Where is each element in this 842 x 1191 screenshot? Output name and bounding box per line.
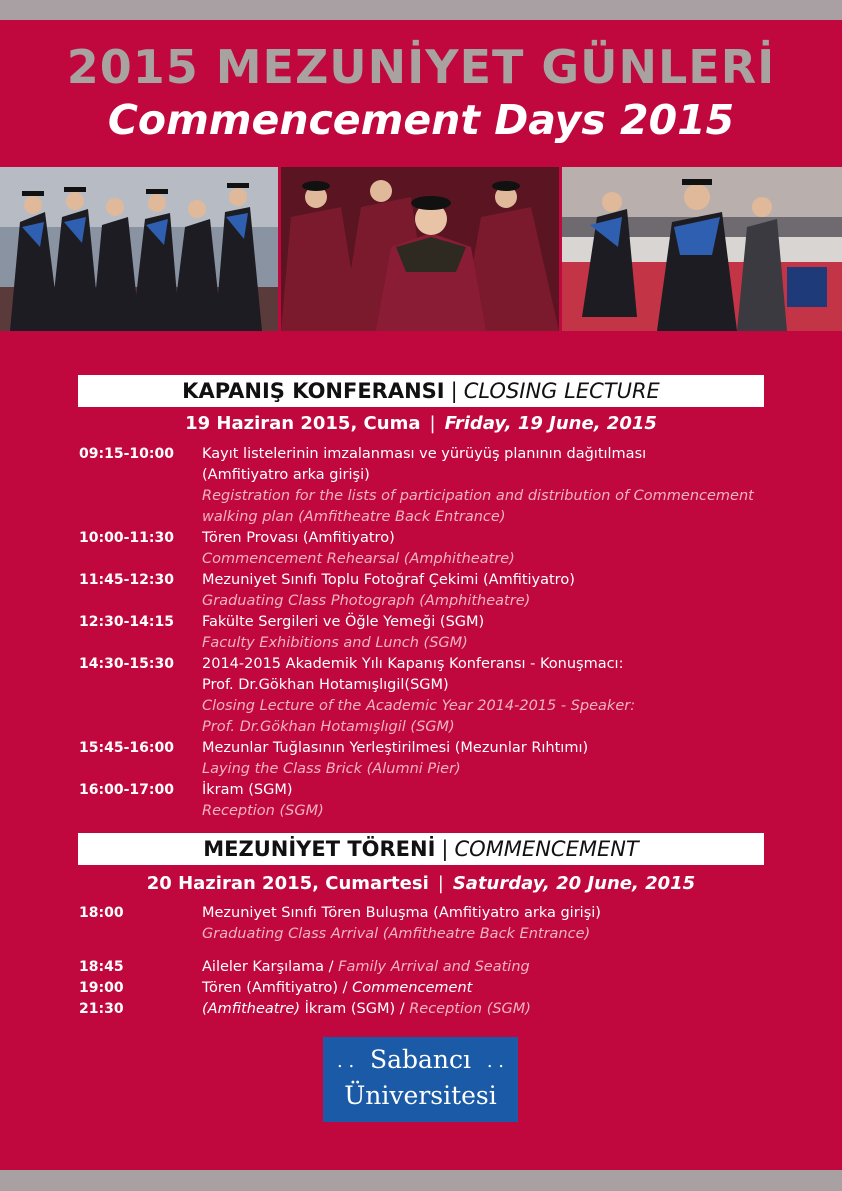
schedule-text-en: walking plan (Amfitheatre Back Entrance) [202, 509, 506, 525]
closing-schedule [79, 444, 779, 822]
closing-heading-separator: | [450, 379, 458, 403]
schedule-text-en: Family Arrival and Seating [338, 959, 530, 975]
commencement-heading [78, 833, 764, 865]
schedule-row [79, 444, 779, 528]
schedule-row [79, 978, 779, 999]
schedule-time: 15:45-16:00 [79, 740, 174, 756]
schedule-text-tr: Mezuniyet Sınıfı Toplu Fotoğraf Çekimi (Amfitiyatro) [202, 572, 575, 588]
commencement-schedule [79, 903, 779, 1020]
schedule-time: 16:00-17:00 [79, 782, 174, 798]
schedule-row [79, 903, 779, 945]
logo-line-2: Üniversitesi [344, 1081, 497, 1110]
closing-heading-en: CLOSING LECTURE [463, 379, 660, 403]
schedule-time: 12:30-14:15 [79, 614, 174, 630]
commencement-heading-en: COMMENCEMENT [454, 837, 639, 861]
schedule-text-en: Reception (SGM) [202, 803, 324, 819]
schedule-text-tr: 2014-2015 Akademik Yılı Kapanış Konferansı - Konuşmacı: [202, 656, 624, 672]
schedule-text-tr: Tören Provası (Amfitiyatro) [202, 530, 395, 546]
schedule-text-tr: Aileler Karşılama / [202, 959, 339, 975]
schedule-text-en: Registration for the lists of participation and distribution of Commencement [202, 488, 754, 504]
schedule-time: 18:00 [79, 905, 124, 921]
logo-line-1: Sabancı [369, 1045, 472, 1074]
schedule-text-tr: Mezunlar Tuğlasının Yerleştirilmesi (Mezunlar Rıhtımı) [202, 740, 589, 756]
schedule-text-en: Reception (SGM) [409, 1001, 531, 1017]
title-turkish: 2015 MEZUNİYET GÜNLERİ [66, 40, 776, 94]
schedule-text-tr: İkram (SGM) / [299, 1001, 410, 1017]
logo-dots-right: . . [486, 1051, 504, 1072]
schedule-row [79, 612, 779, 654]
schedule-text-en: Graduating Class Arrival (Amfitheatre Back Entrance) [202, 926, 591, 942]
schedule-row [79, 780, 779, 822]
schedule-time: 11:45-12:30 [79, 572, 174, 588]
schedule-row [79, 570, 779, 612]
schedule-text-tr: Tören (Amfitiyatro) / [202, 980, 353, 996]
ceremony-photo [562, 167, 842, 331]
photo-strip [0, 167, 842, 331]
schedule-text-en: Faculty Exhibitions and Lunch (SGM) [202, 635, 468, 651]
closing-date-tr: 19 Haziran 2015, Cuma [185, 413, 421, 434]
schedule-text-en: Graduating Class Photograph (Amphitheatre) [202, 593, 531, 609]
commencement-heading-tr: MEZUNİYET TÖRENİ [203, 837, 436, 861]
schedule-text-tr: (Amfitiyatro arka girişi) [202, 467, 370, 483]
schedule-text-en: Closing Lecture of the Academic Year 2014-2015 - Speaker: [202, 698, 636, 714]
schedule-time: 21:30 [79, 1001, 124, 1017]
commencement-date-tr: 20 Haziran 2015, Cumartesi [146, 873, 429, 894]
schedule-text-en: Commencement [352, 980, 473, 996]
closing-date-en: Friday, 19 June, 2015 [444, 413, 657, 434]
schedule-row [79, 957, 779, 978]
commencement-date-separator: | [437, 873, 444, 894]
schedule-time: 19:00 [79, 980, 124, 996]
graduates-group-photo [0, 167, 278, 331]
logo-dots-left: . . [337, 1051, 355, 1072]
schedule-text-en: (Amfitheatre) [202, 1001, 300, 1017]
schedule-time: 09:15-10:00 [79, 446, 174, 462]
schedule-time: 14:30-15:30 [79, 656, 174, 672]
graduate-portrait-photo [281, 167, 559, 331]
closing-heading-tr: KAPANIŞ KONFERANSI [182, 379, 445, 403]
schedule-time: 10:00-11:30 [79, 530, 174, 546]
schedule-row [79, 738, 779, 780]
schedule-text-en: Commencement Rehearsal (Amphitheatre) [202, 551, 515, 567]
schedule-text-tr: Mezuniyet Sınıfı Tören Buluşma (Amfitiyatro arka girişi) [202, 905, 601, 921]
schedule-text-en: Prof. Dr.Gökhan Hotamışlıgil (SGM) [202, 719, 455, 735]
schedule-text-tr: Prof. Dr.Gökhan Hotamışlıgil(SGM) [202, 677, 449, 693]
closing-lecture-heading [78, 375, 764, 407]
schedule-time: 18:45 [79, 959, 124, 975]
closing-date [0, 413, 842, 434]
sabanci-university-logo [323, 1037, 518, 1122]
schedule-row [79, 654, 779, 738]
closing-date-separator: | [429, 413, 436, 434]
schedule-text-tr: Kayıt listelerinin imzalanması ve yürüyüş planının dağıtılması [202, 446, 647, 462]
schedule-text-tr: İkram (SGM) [202, 782, 293, 798]
commencement-date [0, 873, 842, 894]
schedule-text-en: Laying the Class Brick (Alumni Pier) [202, 761, 461, 777]
schedule-row [79, 528, 779, 570]
schedule-text-tr: Fakülte Sergileri ve Öğle Yemeği (SGM) [202, 614, 485, 630]
title-english: Commencement Days 2015 [107, 96, 735, 144]
commencement-heading-separator: | [441, 837, 449, 861]
commencement-date-en: Saturday, 20 June, 2015 [452, 873, 696, 894]
schedule-row [79, 999, 779, 1020]
